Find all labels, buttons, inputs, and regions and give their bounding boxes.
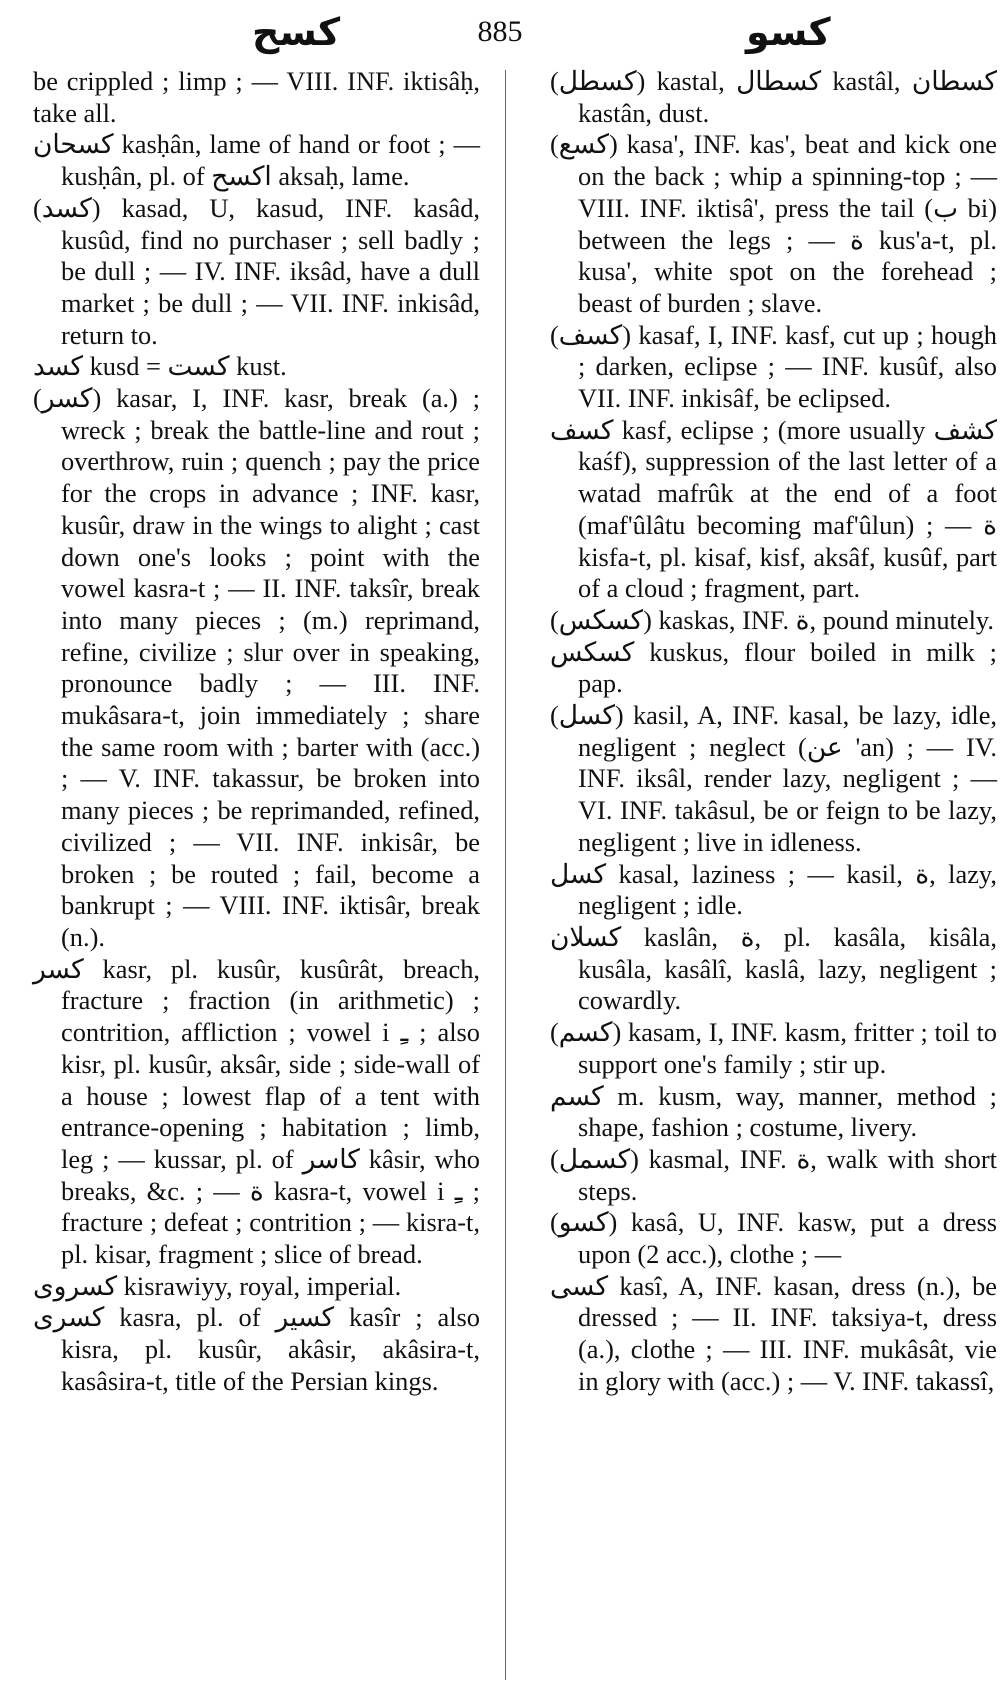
dictionary-entry: كسر kasr, pl. kusûr, kusûrât, breach, fracture ; fraction (in arithmetic) ; contrition, affliction ; vowel i ـِ ; also kisr, pl. kusûr, aksâr, side ; side-wall of a house ; lowest flap of a tent with entrance-opening ; habitation ; limb, leg ; — kussar, pl. of كاسر kâsir, who breaks, &c. ; — ة kasra-t, vowel i ـِ ; fracture ; defeat ; contrition ; — kisra-t, pl. kisar, fragment ; slice of bread. bbox=[33, 953, 480, 1270]
dictionary-entry: (كسكس) kaskas, INF. ة, pound minutely. bbox=[550, 604, 994, 635]
dictionary-entry: (كسمل) kasmal, INF. ة, walk with short steps. bbox=[550, 1143, 997, 1206]
dictionary-entry: (كسطل) kastal, كسطال kastâl, كسطان kastân, dust. bbox=[550, 66, 997, 128]
dictionary-entry: be crippled ; limp ; — VIII. INF. iktisâḥ, take all. bbox=[33, 66, 480, 128]
dictionary-entry: كسل kasal, laziness ; — kasil, ة, lazy, negligent ; idle. bbox=[550, 858, 997, 921]
dictionary-entry: (كسر) kasar, I, INF. kasr, break (a.) ; wreck ; break the battle-line and rout ; overthrow, ruin ; quench ; pay the price for the crops in advance ; INF. kasr, kusûr, draw in the wings to alight ; cast down one's looks ; point with the vowel kasra-t ; — II. INF. taksîr, break into many pieces ; (m.) reprimand, refine, civilize ; slur over in speaking, pronounce badly ; — III. INF. mukâsara-t, join immediately ; share the same room with ; barter with (acc.) ; — V. INF. takassur, be broken into many pieces ; be reprimanded, refined, civilized ; — VII. INF. inkisâr, be broken ; be routed ; fail, become a bankrupt ; — VIII. INF. iktisâr, break (n.). bbox=[33, 383, 480, 952]
dictionary-entry: كسكس kuskus, flour boiled in milk ; pap. bbox=[550, 636, 997, 699]
page-number: 885 bbox=[477, 15, 523, 48]
header-left-word: كسح bbox=[252, 10, 341, 54]
right-column bbox=[550, 66, 997, 1398]
dictionary-entry: (كسف) kasaf, I, INF. kasf, cut up ; hough ; darken, eclipse ; — INF. kusûf, also VII. INF. inkisâf, be eclipsed. bbox=[550, 319, 997, 414]
dictionary-entry: كسلان kaslân, ة, pl. kasâla, kisâla, kusâla, kasâlî, kaslâ, lazy, negligent ; cowardly. bbox=[550, 921, 997, 1016]
dictionary-entry: كسم m. kusm, way, manner, method ; shape, fashion ; costume, livery. bbox=[550, 1080, 997, 1143]
dictionary-entry: كسد kusd = كست kust. bbox=[33, 351, 287, 382]
dictionary-entry: (كسو) kasâ, U, INF. kasw, put a dress upon (2 acc.), clothe ; — bbox=[550, 1207, 997, 1270]
dictionary-entry: كسى kasî, A, INF. kasan, dress (n.), be dressed ; — II. INF. taksiya-t, dress (a.), clothe ; — III. INF. mukâsât, vie in glory with (acc.) ; — V. INF. takassî, bbox=[550, 1270, 997, 1396]
left-column bbox=[33, 66, 480, 1398]
dictionary-entry: كسف kasf, eclipse ; (more usually كشف kaśf), suppression of the last letter of a watad mafrûk at the end of a foot (maf'ûlâtu becoming maf'ûlun) ; — ة kisfa-t, pl. kisaf, kisf, aksâf, kusûf, part of a cloud ; fragment, part. bbox=[550, 414, 997, 604]
dictionary-entry: كسحان kasḥân, lame of hand or foot ; — kusḥân, pl. of اكسح aksaḥ, lame. bbox=[33, 129, 480, 192]
dictionary-entry: (كسع) kasa', INF. kas', beat and kick one on the back ; whip a spinning-top ; — VIII. INF. iktisâ', press the tail (ب bi) between the legs ; — ة kus'a-t, pl. kusa', white spot on the forehead ; beast of burden ; slave. bbox=[550, 129, 997, 318]
dictionary-entry: (كسد) kasad, U, kasud, INF. kasâd, kusûd, find no purchaser ; sell badly ; be dull ; — IV. INF. iksâd, have a dull market ; be dull ; — VII. INF. inkisâd, return to. bbox=[33, 192, 480, 350]
column-divider bbox=[505, 70, 506, 1680]
dictionary-entry: كسروى kisrawiyy, royal, imperial. bbox=[33, 1270, 402, 1301]
header-right-word: كسو bbox=[746, 10, 831, 54]
dictionary-entry: (كسل) kasil, A, INF. kasal, be lazy, idle, negligent ; neglect (عن 'an) ; — IV. INF. iksâl, render lazy, negligent ; — VI. INF. takâsul, be or feign to be lazy, negligent ; live in idleness. bbox=[550, 700, 997, 857]
dictionary-entry: (كسم) kasam, I, INF. kasm, fritter ; toil to support one's family ; stir up. bbox=[550, 1017, 997, 1079]
dictionary-entry: كسرى kasra, pl. of كسير kasîr ; also kisra, pl. kusûr, akâsir, akâsira-t, kasâsira-t, title of the Persian kings. bbox=[33, 1302, 481, 1396]
page-header bbox=[30, 4, 970, 60]
